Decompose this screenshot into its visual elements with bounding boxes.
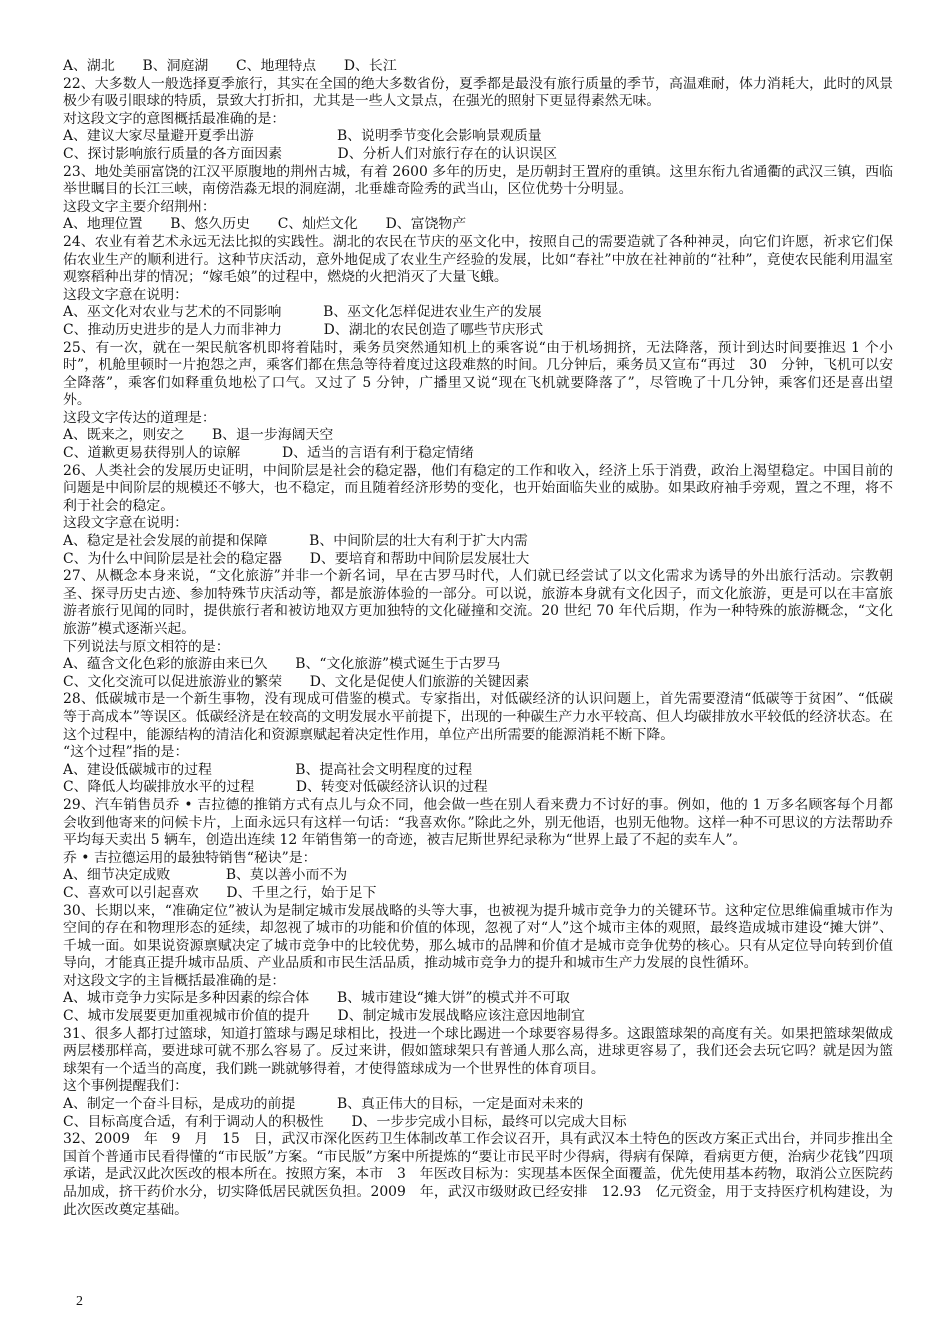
- text-line: 乔 • 吉拉德运用的最独特销售“秘诀”是：: [63, 849, 317, 866]
- text-line: 对这段文字的意图概括最准确的是：: [63, 110, 286, 127]
- text-line: 这段文字意在说明：: [63, 286, 189, 303]
- text-line: A、制定一个奋斗目标，是成功的前提 B、真正伟大的目标，一定是面对未来的: [63, 1096, 584, 1113]
- text-line: C、推动历史进步的是人力而非神力 D、湖北的农民创造了哪些节庆形式: [63, 321, 544, 338]
- page-number: 2: [76, 1294, 83, 1309]
- text-line: A、稳定是社会发展的前提和保障 B、中间阶层的壮大有利于扩大内需: [63, 533, 528, 550]
- text-line: 这个事例提醒我们：: [63, 1078, 189, 1095]
- text-line: 29、汽车销售员乔 • 吉拉德的推销方式有点儿与众不同，他会做一些在别人看来费力不讨好的事。例如，他的 1 万多名顾客每个月都会收到他寄来的问候卡片，上面永远只有这样一句话：“我喜欢你。”除此之外，别无他语，也别无他物。这样一种不可思议的方法帮助乔平均每天卖出 5 辆车，创造出连续 12 年销售第一的奇迹，被吉尼斯世界纪录称为“世界上最了不起的卖车人”。: [63, 796, 893, 849]
- text-line: 25、有一次，就在一架民航客机即将着陆时，乘务员突然通知机上的乘客说“由于机场拥挤，无法降落，预计到达时间要推迟 1 个小时”，机舱里顿时一片抱怨之声，乘客们都在焦急等待着度过这段难熬的时间。几分钟后，乘务员又宣布“再过 30 分钟，飞机可以安全降落”，乘客们如释重负地松了口气。又过了 5 分钟，广播里又说“现在飞机就要降落了”，尽管晚了十几分钟，乘客们还是喜出望外。: [63, 339, 893, 409]
- text-line: C、降低人均碳排放水平的过程 D、转变对低碳经济认识的过程: [63, 779, 488, 796]
- text-line: 22、大多数人一般选择夏季旅行，其实在全国的绝大多数省份，夏季都是最没有旅行质量的季节，高温难耐，体力消耗大，此时的风景极少有吸引眼球的特质，景致大打折扣，尤其是一些人文景点，在强光的照射下更显得素然无味。: [63, 75, 893, 110]
- document-body: [63, 58, 893, 1219]
- text-line: 27、从概念本身来说，“文化旅游”并非一个新名词，早在古罗马时代，人们就已经尝试了以文化需求为诱导的外出旅行活动。宗教朝圣、探寻历史古迹、参加特殊节庆活动等，都是旅游体验的一部分。可以说，旅游本身就有文化因子，而文化旅游，更是可以在丰富旅游者旅行见闻的同时，提供旅行者和被访地双方更加独特的文化碰撞和交流。20 世纪 70 年代后期，作为一种特殊的旅游概念，“文化旅游”模式逐渐兴起。: [63, 568, 893, 637]
- text-line: A、蕴含文化色彩的旅游由来已久 B、“文化旅游”模式诞生于古罗马: [63, 656, 501, 673]
- text-line: C、为什么中间阶层是社会的稳定器 D、要培育和帮助中间阶层发展壮大: [63, 550, 530, 567]
- text-line: 24、农业有着艺术永远无法比拟的实践性。湖北的农民在节庆的巫文化中，按照自己的需要造就了各种神灵，向它们许愿，祈求它们保佑农业生产的顺利进行。这种节庆活动，意外地促成了农业生产经验的发展，比如“春社”中放在社神前的“社种”，竟使农民能利用温室观察稻种出芽的情况；“嫁毛娘”的过程中，燃烧的火把消灭了大量飞蛾。: [63, 233, 893, 286]
- text-line: 31、很多人都打过篮球，知道打篮球与踢足球相比，投进一个球比踢进一个球要容易得多。这跟篮球架的高度有关。如果把篮球架做成两层楼那样高，要进球可就不那么容易了。反过来讲，假如篮球架只有普通人那么高，进球更容易了，我们还会去玩它吗？就是因为篮球架有一个适当的高度，我们跳一跳就够得着，才使得篮球成为一个世界性的体育项目。: [63, 1025, 893, 1077]
- text-line: C、目标高度合适，有利于调动人的积极性 D、一步步完成小目标，最终可以完成大目标: [63, 1113, 627, 1130]
- text-line: C、喜欢可以引起喜欢 D、千里之行，始于足下: [63, 884, 377, 901]
- text-line: 23、地处美丽富饶的江汉平原腹地的荆州古城，有着 2600 多年的历史，是历朝封王置府的重镇。这里东衔九省通衢的武汉三镇，西临举世瞩目的长江三峡，南傍浩淼无垠的洞庭湖，北垂雄奇险秀的武当山，区位优势十分明显。: [63, 163, 893, 198]
- text-line: 这段文字主要介绍荆州：: [63, 198, 216, 215]
- text-line: A、建设低碳城市的过程 B、提高社会文明程度的过程: [63, 761, 473, 778]
- text-line: 这段文字意在说明：: [63, 515, 189, 532]
- text-line: A、巫文化对农业与艺术的不同影响 B、巫文化怎样促进农业生产的发展: [63, 304, 542, 321]
- text-line: 32、2009 年 9 月 15 日，武汉市深化医药卫生体制改革工作会议召开，具有武汉本土特色的医改方案正式出台，并同步推出全国首个普通市民看得懂的“市民版”方案。“市民版”方案中所提炼的“要让市民平时少得病，得病有保障，看病更方便，治病少花钱”四项承诺，是武汉此次医改的根本所在。按照方案，本市 3 年医改目标为：实现基本医保全面覆盖，优先使用基本药物，取消公立医院药品加成，挤干药价水分，切实降低居民就医负担。2009 年，武汉市级财政已经安排 12.93 亿元资金，用于支持医疗机构建设，为此次医改奠定基础。: [63, 1131, 893, 1218]
- text-line: 30、长期以来，“准确定位”被认为是制定城市发展战略的头等大事，也被视为提升城市竞争力的关键环节。这种定位思维偏重城市作为空间的存在和物理形态的延续，却忽视了城市的功能和价值的体现，忽视了对“人”这个城市主体的观照，最终造成城市建设“摊大饼”、千城一面。如果说资源禀赋决定了城市竞争中的比较优势，那么城市的品牌和价值才是城市竞争优势的核心。只有从定位导向转到价值导向，才能真正提升城市品质、产业品质和市民生活品质，推动城市竞争力的提升和城市生产力发展的良性循环。: [63, 902, 893, 972]
- text-line: A、细节决定成败 B、莫以善小而不为: [63, 867, 348, 884]
- text-line: A、湖北 B、洞庭湖 C、地理特点 D、长江: [63, 58, 397, 74]
- text-line: 28、低碳城市是一个新生事物，没有现成可借鉴的模式。专家指出，对低碳经济的认识问题上，首先需要澄清“低碳等于贫困”、“低碳等于高成本”等误区。低碳经济是在较高的文明发展水平前提下，出现的一种碳生产力水平较高、但人均碳排放水平较低的经济状态。在这个过程中，能源结构的清洁化和资源禀赋起着决定性作用，单位产出所需要的能源消耗不断下降。: [63, 691, 893, 743]
- text-line: A、建议大家尽量避开夏季出游 B、说明季节变化会影响景观质量: [63, 128, 542, 145]
- text-line: 这段文字传达的道理是：: [63, 409, 216, 426]
- text-line: A、城市竞争力实际是多种因素的综合体 B、城市建设“摊大饼”的模式并不可取: [63, 990, 570, 1007]
- text-line: C、道歉更易获得别人的谅解 D、适当的言语有利于稳定情绪: [63, 445, 474, 462]
- text-line: 下列说法与原文相符的是：: [63, 638, 230, 655]
- text-line: A、地理位置 B、悠久历史 C、灿烂文化 D、富饶物产: [63, 216, 467, 233]
- text-line: 对这段文字的主旨概括最准确的是：: [63, 972, 286, 989]
- text-line: C、文化交流可以促进旅游业的繁荣 D、文化是促使人们旅游的关键因素: [63, 673, 530, 690]
- text-line: A、既来之，则安之 B、退一步海阔天空: [63, 427, 334, 444]
- text-line: “这个过程”指的是：: [63, 744, 189, 761]
- text-line: 26、人类社会的发展历史证明，中间阶层是社会的稳定器，他们有稳定的工作和收入，经济上乐于消费，政治上渴望稳定。中国目前的问题是中间阶层的规模还不够大，也不稳定，而且随着经济形势的变化，也开始面临失业的威胁。如果政府袖手旁观，置之不理，将不利于社会的稳定。: [63, 462, 893, 514]
- text-line: C、城市发展要更加重视城市价值的提升 D、制定城市发展战略应该注意因地制宜: [63, 1008, 585, 1025]
- text-line: C、探讨影响旅行质量的各方面因素 D、分析人们对旅行存在的认识误区: [63, 145, 558, 162]
